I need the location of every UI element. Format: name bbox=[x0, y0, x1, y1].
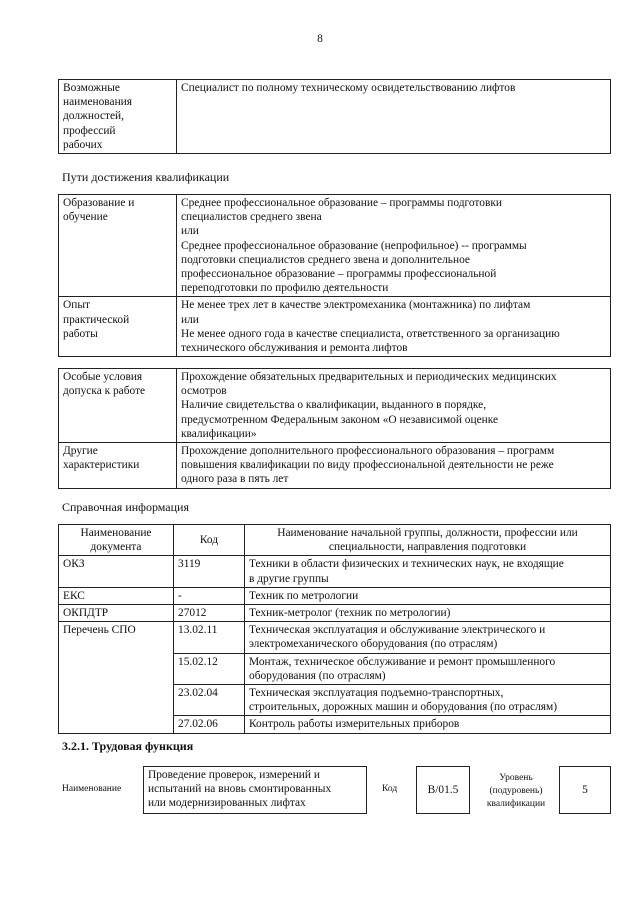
row-code: - bbox=[174, 587, 245, 604]
function-code-label: Код bbox=[382, 784, 398, 794]
reference-heading: Справочная информация bbox=[62, 500, 189, 514]
header-name: Наименование начальной группы, должности, профессии или специальности, направления подготовки bbox=[245, 525, 611, 556]
row-code: 15.02.12 bbox=[174, 653, 245, 684]
header-doc: Наименование документа bbox=[59, 525, 174, 556]
experience-label: Опыт практической работы bbox=[59, 297, 177, 357]
function-code-value: В/01.5 bbox=[416, 766, 470, 814]
table-row bbox=[59, 622, 611, 653]
row-name: Монтаж, техническое обслуживание и ремонт промышленного оборудования (по отраслям) bbox=[245, 653, 611, 684]
conditions-table bbox=[58, 368, 611, 489]
special-row bbox=[59, 369, 611, 443]
row-code: 23.02.04 bbox=[174, 685, 245, 716]
function-heading: 3.2.1. Трудовая функция bbox=[62, 739, 194, 753]
row-name: Техники в области физических и технических наук, не входящие в другие группы bbox=[245, 556, 611, 587]
header-code: Код bbox=[174, 525, 245, 556]
function-level-label: Уровень (подуровень) квалификации bbox=[486, 773, 546, 809]
row-doc: ЕКС bbox=[59, 587, 174, 604]
other-value: Прохождение дополнительного профессионального образования – программ повышения квалификации по виду профессиональной деятельности не реже одного раза в пять лет bbox=[177, 443, 611, 489]
other-label: Другие характеристики bbox=[59, 443, 177, 489]
paths-heading: Пути достижения квалификации bbox=[62, 170, 230, 184]
experience-value: Не менее трех лет в качестве электромеханика (монтажника) по лифтам или Не менее одного года в качестве специалиста, ответственного за организацию технического обслуживания и ремонта лифтов bbox=[177, 297, 611, 357]
row-code: 3119 bbox=[174, 556, 245, 587]
row-name: Контроль работы измерительных приборов bbox=[245, 716, 611, 733]
table-row bbox=[59, 556, 611, 587]
row-name: Техник по метрологии bbox=[245, 587, 611, 604]
other-row bbox=[59, 443, 611, 489]
row-name: Техническая эксплуатация подъемно-транспортных, строительных, дорожных машин и оборудования (по отраслям) bbox=[245, 685, 611, 716]
row-doc: Перечень СПО bbox=[59, 622, 174, 733]
function-name-value: Проведение проверок, измерений и испытаний на вновь смонтированных или модернизированных лифтах bbox=[143, 766, 367, 814]
reference-header-row bbox=[59, 525, 611, 556]
function-level-value: 5 bbox=[559, 766, 611, 814]
special-value: Прохождение обязательных предварительных и периодических медицинских осмотров Наличие свидетельства о квалификации, выданного в порядке, предусмотренном Федеральным законом «О независимой оценке квалификации» bbox=[177, 369, 611, 443]
education-row bbox=[59, 195, 611, 297]
page-number: 8 bbox=[317, 33, 323, 45]
education-label: Образование и обучение bbox=[59, 195, 177, 297]
row-code: 27012 bbox=[174, 605, 245, 622]
function-name-label: Наименование bbox=[62, 784, 122, 794]
table-row bbox=[59, 605, 611, 622]
education-value: Среднее профессиональное образование – программы подготовки специалистов среднего звена или Среднее профессиональное образование (непрофильное) -- программы подготовки специалистов среднего звена и дополнительное профессиональное образование – программы профессиональной переподготовки по профилю деятельности bbox=[177, 195, 611, 297]
experience-row bbox=[59, 297, 611, 357]
row-doc: ОКЗ bbox=[59, 556, 174, 587]
reference-table bbox=[58, 524, 611, 734]
special-label: Особые условия допуска к работе bbox=[59, 369, 177, 443]
row-code: 27.02.06 bbox=[174, 716, 245, 733]
row-code: 13.02.11 bbox=[174, 622, 245, 653]
row-name: Техник-метролог (техник по метрологии) bbox=[245, 605, 611, 622]
positions-value: Специалист по полному техническому освидетельствованию лифтов bbox=[177, 80, 611, 154]
positions-table bbox=[58, 79, 611, 154]
positions-label: Возможные наименования должностей, профессий рабочих bbox=[59, 80, 177, 154]
row-doc: ОКПДТР bbox=[59, 605, 174, 622]
qualification-paths-table bbox=[58, 194, 611, 357]
row-name: Техническая эксплуатация и обслуживание электрического и электромеханического оборудования (по отраслям) bbox=[245, 622, 611, 653]
table-row bbox=[59, 587, 611, 604]
